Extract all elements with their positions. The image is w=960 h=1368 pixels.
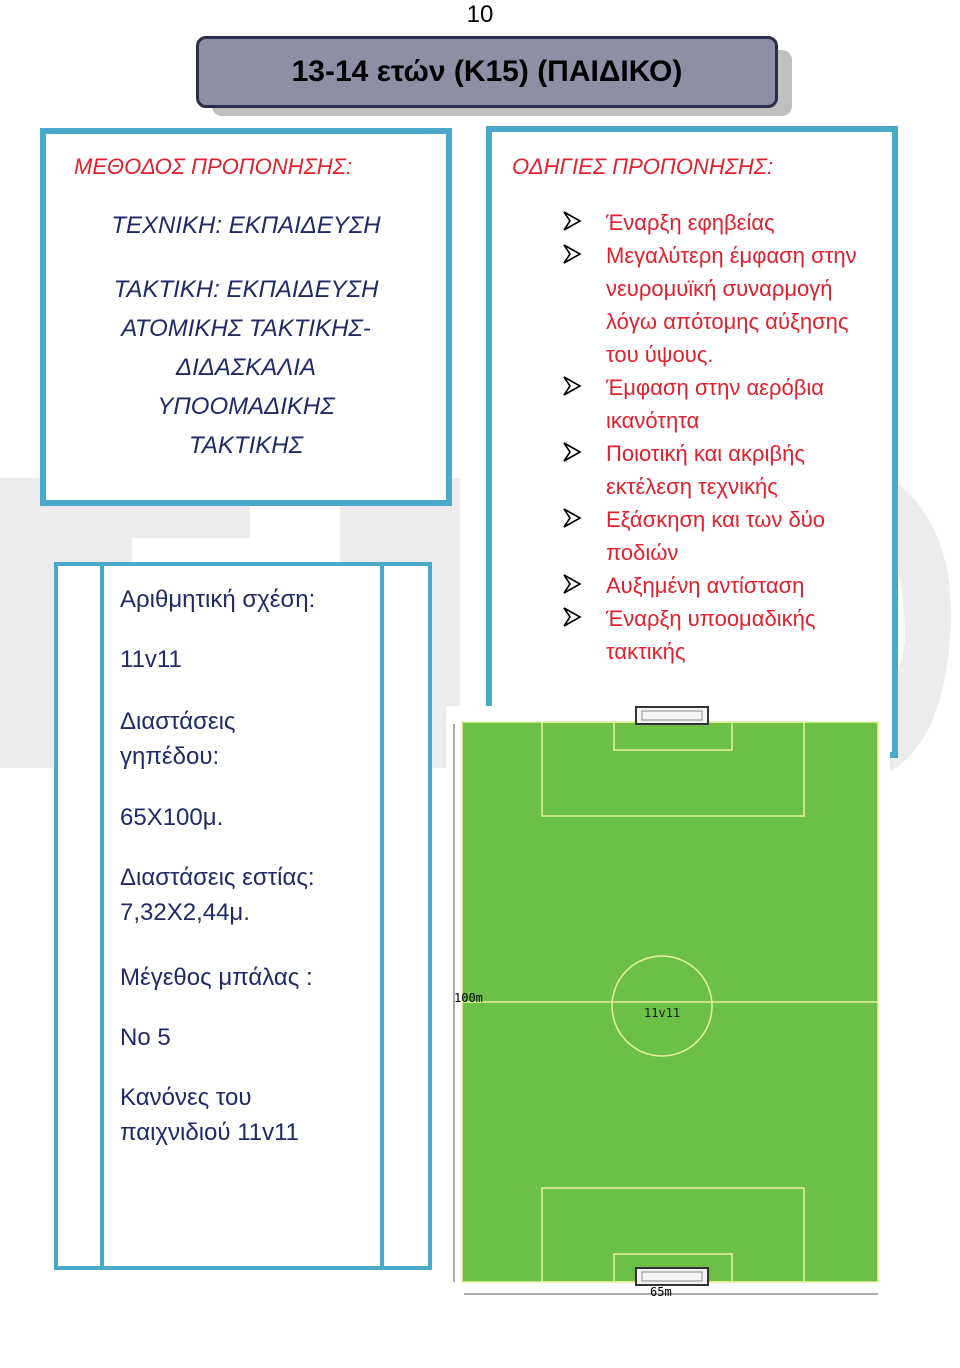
arrow-bullet-icon [562, 210, 582, 232]
ratio-value: 11v11 [120, 646, 182, 673]
list-item [492, 206, 892, 239]
tactics-line-1: ΤΑΚΤΙΚΗ: ΕΚΠΑΙΔΕΥΣΗ [113, 276, 379, 303]
border-line [380, 566, 384, 1266]
arrow-bullet-icon [562, 507, 582, 529]
ball-size-value: No 5 [120, 1024, 171, 1051]
arrow-bullet-icon [562, 375, 582, 397]
list-item [492, 569, 892, 602]
instruction-text: Έμφαση στην αερόβια ικανότητα [606, 375, 824, 433]
instruction-text: Μεγαλύτερη έμφαση στην νευρομυϊκή συναρμογή λόγω απότομης αύξησης του ύψους. [606, 243, 857, 367]
arrow-bullet-icon [562, 573, 582, 595]
border-line [100, 566, 104, 1266]
method-heading: ΜΕΘΟΔΟΣ ΠΡΟΠΟΝΗΣΗΣ: [74, 154, 352, 179]
list-item [492, 371, 892, 437]
instruction-text: Έναρξη υποομαδικής τακτικής [606, 606, 816, 664]
instruction-text: Εξάσκηση και των δύο ποδιών [606, 507, 826, 565]
rules-label-2: παιχνιδιού 11v11 [120, 1119, 300, 1146]
list-item [492, 239, 892, 371]
goal-size-value: 7,32Χ2,44μ. [120, 899, 250, 926]
pitch-diagram [446, 706, 890, 1300]
game-info-box [54, 562, 432, 1270]
pitch-size-label: Διαστάσεις [120, 708, 236, 735]
page-title: 13-14 ετών (Κ15) (ΠΑΙΔΙΚΟ) [196, 36, 778, 108]
rules-label: Κανόνες του [120, 1084, 252, 1111]
page-number: 10 [466, 1, 494, 28]
width-label: 65m [650, 1285, 672, 1299]
ratio-label: Αριθμητική σχέση: [120, 586, 316, 613]
instruction-text: Έναρξη εφηβείας [606, 210, 775, 235]
list-item [492, 503, 892, 569]
pitch-svg [446, 706, 890, 1300]
instruction-text: Αυξημένη αντίσταση [606, 573, 805, 598]
arrow-bullet-icon [562, 243, 582, 265]
training-instructions-box [486, 126, 898, 758]
tactics-line-5: ΤΑΚΤΙΚΗΣ [189, 432, 303, 459]
list-item [492, 437, 892, 503]
arrow-bullet-icon [562, 606, 582, 628]
tactics-line-2: ΑΤΟΜΙΚΗΣ ΤΑΚΤΙΚΗΣ- [121, 315, 371, 342]
length-label: 100m [454, 991, 483, 1005]
ball-size-label: Μέγεθος μπάλας : [120, 964, 313, 991]
tactics-line-3: ΔΙΔΑΣΚΑΛΙΑ [176, 354, 316, 381]
arrow-bullet-icon [562, 441, 582, 463]
bottom-goal [636, 1268, 708, 1285]
instruction-text: Ποιοτική και ακριβής εκτέλεση τεχνικής [606, 441, 805, 499]
game-format-label: 11v11 [644, 1006, 681, 1020]
top-goal [636, 707, 708, 724]
training-method-box [40, 128, 452, 506]
technique-text: ΤΕΧΝΙΚΗ: ΕΚΠΑΙΔΕΥΣΗ [111, 212, 381, 239]
instructions-heading: ΟΔΗΓΙΕΣ ΠΡΟΠΟΝΗΣΗΣ: [512, 154, 774, 179]
pitch-size-value: 65Χ100μ. [120, 804, 224, 831]
pitch-size-label-2: γηπέδου: [120, 743, 220, 770]
instructions-list [492, 206, 892, 668]
goal-size-label: Διαστάσεις εστίας: [120, 864, 315, 891]
list-item [492, 602, 892, 668]
tactics-line-4: ΥΠΟΟΜΑΔΙΚΗΣ [157, 393, 335, 420]
